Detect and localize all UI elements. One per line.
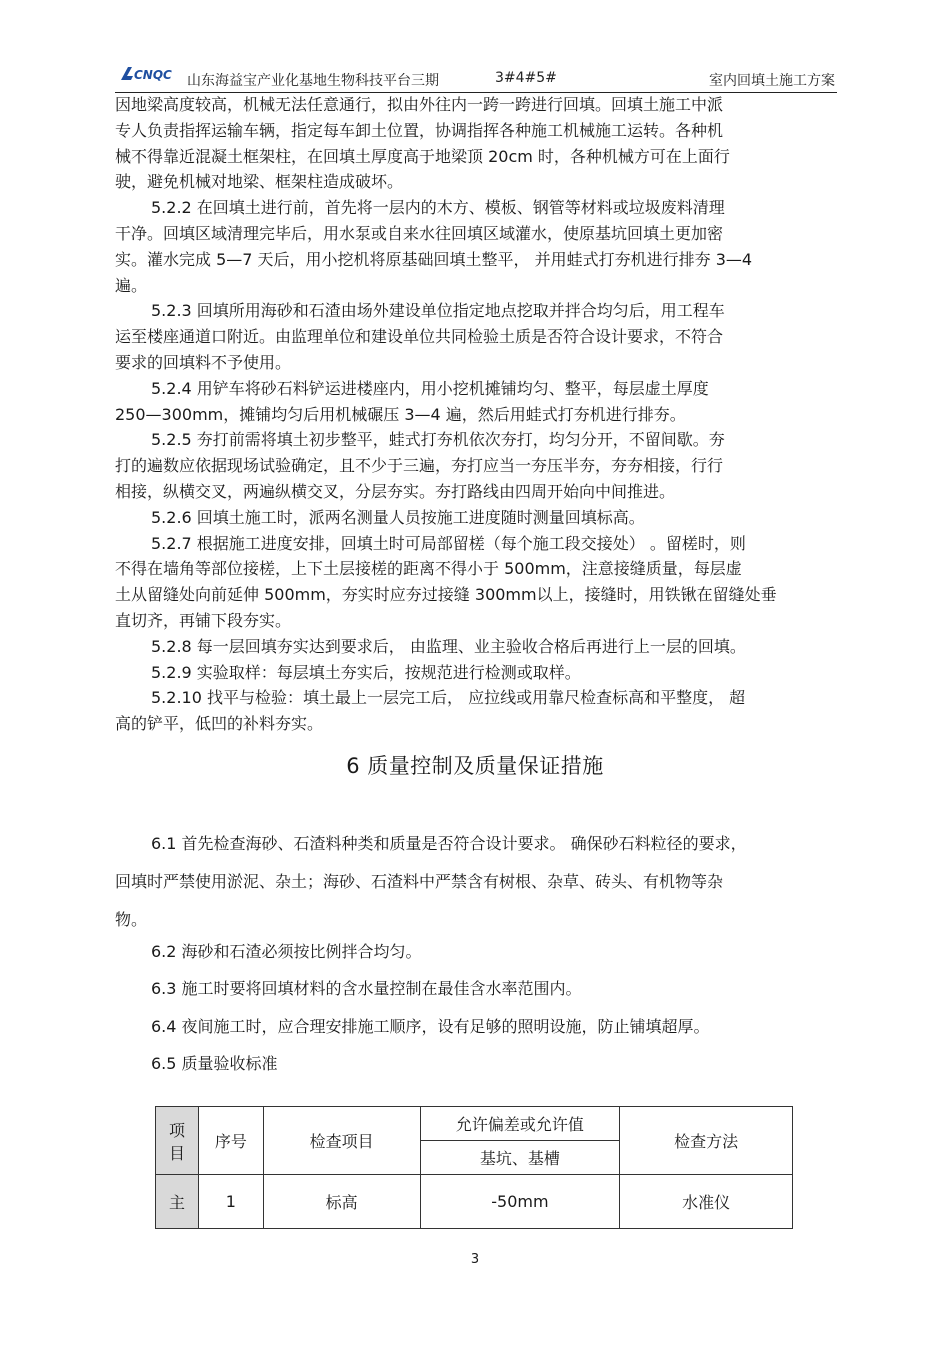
para-5-2-6: 5.2.6 回填土施工时，派两名测量人员按施工进度随时测量回填标高。 — [151, 507, 645, 527]
cell-method: 水准仪 — [620, 1175, 793, 1229]
para-5-2-4: 5.2.4 用铲车将砂石料铲运进楼座内，用小挖机摊铺均匀、整平，每层虚土厚度 — [151, 378, 709, 398]
header-building: 3#4#5# — [495, 70, 557, 86]
para-5-2-8: 5.2.8 每一层回填夯实达到要求后， 由监理、业主验收合格后再进行上一层的回填。 — [151, 636, 746, 656]
cell-no: 1 — [198, 1175, 263, 1229]
cell-value: -50mm — [420, 1175, 620, 1229]
section-5-body — [115, 92, 840, 737]
text-line: 驶，避免机械对地梁、框架柱造成破坏。 — [115, 172, 404, 192]
text-line: 遍。 — [115, 275, 148, 295]
text-line: 专人负责指挥运输车辆，指定每车卸土位置，协调指挥各种施工机械施工运转。各种机 — [115, 120, 724, 140]
table-header-row — [156, 1107, 793, 1141]
header-doc-title: 室内回填土施工方案 — [709, 73, 835, 89]
cnqc-logo — [119, 64, 179, 84]
para-5-2-3: 5.2.3 回填所用海砂和石渣由场外建设单位指定地点挖取并拌合均匀后，用工程车 — [151, 301, 725, 321]
text-line: 械不得靠近混凝土框架柱，在回填土厚度高于地梁顶 20cm 时，各种机械方可在上面行 — [115, 146, 730, 166]
text-line: 实。灌水完成 5—7 天后，用小挖机将原基础回填土整平， 并用蛙式打夯机进行排夯 3—4 — [115, 249, 753, 269]
header-pit-trench: 基坑、基槽 — [420, 1141, 620, 1175]
logo-text: CNQC — [134, 68, 172, 82]
text-line: 运至楼座通道口附近。由监理单位和建设单位共同检验土质是否符合设计要求，不符合 — [115, 327, 724, 347]
text-line: 要求的回填料不予使用。 — [115, 352, 292, 372]
text-line: 不得在墙角等部位接槎，上下土层接槎的距离不得小于 500mm，注意接缝质量，每层虚 — [115, 559, 742, 579]
quality-standard-table — [155, 1106, 793, 1229]
para-6-1 — [115, 825, 840, 939]
section-6-heading: 6 质量控制及质量保证措施 — [346, 754, 604, 778]
cell-item: 标高 — [263, 1175, 420, 1229]
para-5-2-5: 5.2.5 夯打前需将填土初步整平，蛙式打夯机依次夯打，均匀分开，不留间歇。夯 — [151, 430, 725, 450]
text-line: 相接，纵横交叉，两遍纵横交叉，分层夯实。夯打路线由四周开始向中间推进。 — [115, 481, 676, 501]
table-row — [156, 1175, 793, 1229]
para-5-2-10: 5.2.10 找平与检验：填土最上一层完工后， 应拉线或用靠尺检查标高和平整度， 超 — [151, 688, 746, 708]
para-5-2-2: 5.2.2 在回填土进行前，首先将一层内的木方、模板、钢管等材料或垃圾废料清理 — [151, 198, 725, 218]
cell-category: 主 — [156, 1175, 199, 1229]
header-tolerance: 允许偏差或允许值 — [420, 1107, 620, 1141]
para-6-2 — [115, 940, 840, 964]
para-5-2-9: 5.2.9 实验取样：每层填土夯实后，按规范进行检测或取样。 — [151, 662, 581, 682]
header-check-item: 检查项目 — [263, 1107, 420, 1175]
header-category: 项 目 — [156, 1107, 199, 1175]
text-line: 物。 — [115, 910, 148, 929]
text-line: 6.2 海砂和石渣必须按比例拌合均匀。 — [151, 942, 422, 961]
header-serial: 序号 — [198, 1107, 263, 1175]
text-line: 土从留缝处向前延伸 500mm，夯实时应夯过接缝 300mm以上，接缝时，用铁锹在留缝处垂 — [115, 585, 777, 605]
text-line: 回填时严禁使用淤泥、杂土；海砂、石渣料中严禁含有树根、杂草、砖头、有机物等杂 — [115, 872, 724, 891]
text-line: 6.5 质量验收标准 — [151, 1054, 278, 1073]
text-line: 打的遍数应依据现场试验确定，且不少于三遍，夯打应当一夯压半夯，夯夯相接，行行 — [115, 456, 724, 476]
header-company: 山东海益宝产业化基地生物科技平台三期 — [187, 73, 439, 89]
text-line: 直切齐，再铺下段夯实。 — [115, 610, 292, 630]
page-number: 3 — [470, 1252, 480, 1267]
text-line: 干净。回填区域清理完毕后，用水泵或自来水往回填区域灌水，使原基坑回填土更加密 — [115, 223, 724, 243]
para-6-5 — [115, 1052, 840, 1076]
text-line: 6.4 夜间施工时，应合理安排施工顺序，设有足够的照明设施，防止铺填超厚。 — [151, 1017, 710, 1036]
para-5-2-7: 5.2.7 根据施工进度安排，回填土时可局部留槎（每个施工段交接处） 。留槎时，则 — [151, 533, 746, 553]
page-header — [115, 58, 837, 93]
text-line: 因地梁高度较高，机械无法任意通行，拟由外往内一跨一跨进行回填。回填土施工中派 — [115, 95, 724, 114]
para-6-4 — [115, 1015, 840, 1039]
text-line: 高的铲平，低凹的补料夯实。 — [115, 714, 324, 734]
text-line: 250—300mm，摊铺均匀后用机械碾压 3—4 遍，然后用蛙式打夯机进行排夯。 — [115, 404, 686, 424]
text-line: 6.1 首先检查海砂、石渣料种类和质量是否符合设计要求。 确保砂石料粒径的要求， — [151, 834, 747, 853]
header-check-method: 检查方法 — [620, 1107, 793, 1175]
text-line: 6.3 施工时要将回填材料的含水量控制在最佳含水率范围内。 — [151, 979, 582, 998]
para-6-3 — [115, 977, 840, 1001]
